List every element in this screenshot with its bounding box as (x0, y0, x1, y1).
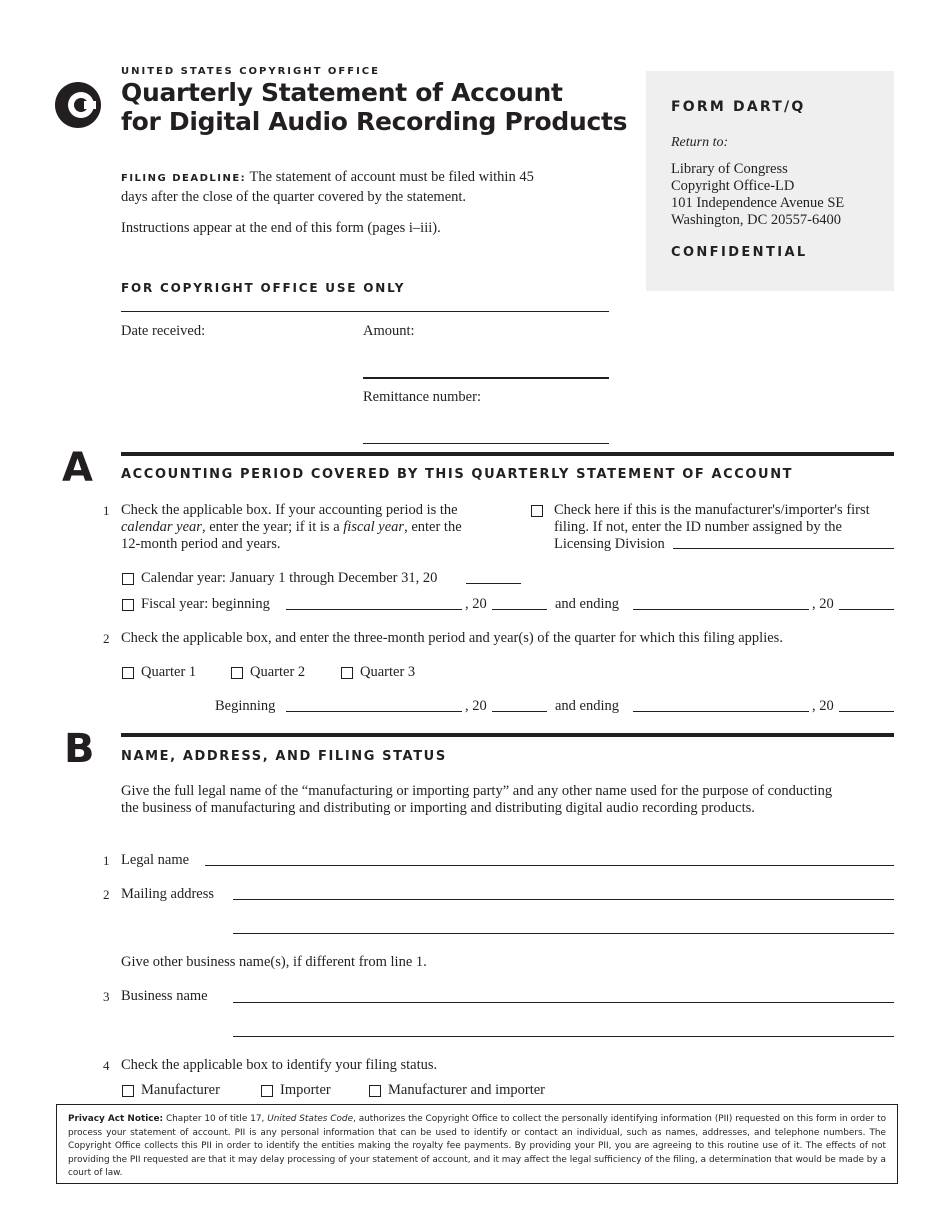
quarter-begin-field[interactable] (286, 711, 462, 712)
section-b-letter: B (64, 726, 95, 772)
licensing-id-field[interactable] (673, 548, 894, 549)
amount-field[interactable] (363, 377, 609, 379)
quarter-end-year-field[interactable] (839, 711, 894, 712)
business-name-field[interactable] (233, 1002, 894, 1003)
section-b-heading: NAME, ADDRESS, AND FILING STATUS (121, 749, 447, 764)
comma-twenty: , 20 (465, 698, 487, 714)
comma-twenty: , 20 (812, 596, 834, 612)
quarter3-checkbox[interactable] (341, 667, 353, 679)
business-name-label: Business name (121, 988, 208, 1004)
amount-label: Amount: (363, 323, 415, 339)
mailing-address-label: Mailing address (121, 886, 215, 902)
privacy-act-notice: Privacy Act Notice: Chapter 10 of title 17, United States Code, authorizes the Copyright Office to collect the personally identifying information (PII) requested on this form in order to process your statement of account. PII is any personal information that can be used to identify or contact an individual, such as names, addresses, and telephone numbers. The Copyright Office collects this PII in order to identify the entities making the royalty fee payments. By providing your PII, you are agreeing to this routine use of it. The effects of not providing the PII requested are that it may delay processing of your statement of account, and it may affect the legal sufficiency of the filing, a determination that would be made by a court of law. (56, 1104, 898, 1184)
manufacturer-and-importer-checkbox[interactable] (369, 1085, 381, 1097)
item-number: 1 (103, 503, 110, 518)
calendar-year-row: Calendar year: January 1 through December 31, 20 (141, 570, 438, 586)
office-name: UNITED STATES COPYRIGHT OFFICE (121, 66, 380, 77)
mailing-address-field-2[interactable] (233, 933, 894, 934)
section-a-letter: A (62, 445, 93, 491)
quarter-begin-year-field[interactable] (492, 711, 547, 712)
item-number: 4 (103, 1058, 110, 1073)
filing-deadline (121, 168, 561, 206)
legal-name-label: Legal name (121, 852, 190, 868)
calendar-year-field[interactable] (466, 583, 521, 584)
section-a-rule (121, 452, 894, 456)
filing-status-instructions: Check the applicable box to identify your filing status. (121, 1057, 438, 1073)
legal-name-field[interactable] (205, 865, 894, 866)
fiscal-begin-year-field[interactable] (492, 609, 547, 610)
item-number: 2 (103, 887, 110, 902)
form-id: FORM DART/Q (671, 99, 806, 115)
return-address: Library of Congress Copyright Office-LD 101 Independence Avenue SE Washington, DC 20557-6400 (671, 161, 845, 228)
mailing-address-field[interactable] (233, 899, 894, 900)
fiscal-end-year-field[interactable] (839, 609, 894, 610)
first-filing-text: Check here if this is the manufacturer's/importer's first filing. If not, enter the ID number assigned by the Licensing Division (554, 502, 870, 552)
fiscal-year-label: Fiscal year: beginning (141, 596, 270, 612)
copyright-office-logo-icon (55, 82, 101, 128)
quarter3-label: Quarter 3 (360, 664, 416, 680)
item2-instructions: Check the applicable box, and enter the three-month period and year(s) of the quarter for which this filing applies. (121, 630, 783, 646)
section-b-intro: Give the full legal name of the “manufacturing or importing party” and any other name used for the purpose of conducting the business of manufacturing and distributing or importing and distributing digital audio recording products. (121, 783, 833, 816)
office-use-heading: FOR COPYRIGHT OFFICE USE ONLY (121, 281, 406, 295)
quarter2-label: Quarter 2 (250, 664, 306, 680)
quarter-beginning-label: Beginning (215, 698, 276, 714)
and-ending-label: and ending (555, 698, 620, 714)
remittance-number-field[interactable] (363, 443, 609, 444)
comma-twenty: , 20 (465, 596, 487, 612)
quarter1-label: Quarter 1 (141, 664, 197, 680)
return-to-label: Return to: (671, 135, 729, 150)
item-number: 1 (103, 853, 110, 868)
quarter2-checkbox[interactable] (231, 667, 243, 679)
and-ending-label: and ending (555, 596, 620, 612)
calendar-year-checkbox[interactable] (122, 573, 134, 585)
item1-instructions: Check the applicable box. If your accounting period is the calendar year, enter the year; if it is a fiscal year, enter the 12-month period and years. (121, 502, 462, 552)
item-number: 2 (103, 631, 110, 646)
quarter1-checkbox[interactable] (122, 667, 134, 679)
business-name-field-2[interactable] (233, 1036, 894, 1037)
filing-deadline-label: FILING DEADLINE: (121, 173, 247, 184)
manufacturer-and-importer-label: Manufacturer and importer (388, 1082, 546, 1098)
confidential-label: CONFIDENTIAL (671, 245, 808, 260)
section-a-heading: ACCOUNTING PERIOD COVERED BY THIS QUARTERLY STATEMENT OF ACCOUNT (121, 467, 794, 482)
divider (121, 311, 609, 312)
item-number: 3 (103, 989, 110, 1004)
instructions-note: Instructions appear at the end of this form (pages i–iii). (121, 220, 441, 236)
date-received-label: Date received: (121, 323, 206, 339)
filing-deadline-text: The statement of account must be filed within 45 days after the close of the quarter covered by the statement. (121, 169, 534, 205)
importer-label: Importer (280, 1082, 331, 1098)
other-names-note: Give other business name(s), if different from line 1. (121, 954, 427, 970)
fiscal-begin-field[interactable] (286, 609, 462, 610)
fiscal-year-checkbox[interactable] (122, 599, 134, 611)
importer-checkbox[interactable] (261, 1085, 273, 1097)
manufacturer-checkbox[interactable] (122, 1085, 134, 1097)
manufacturer-label: Manufacturer (141, 1082, 220, 1098)
first-filing-checkbox[interactable] (531, 505, 543, 517)
comma-twenty: , 20 (812, 698, 834, 714)
section-b-rule (121, 733, 894, 737)
fiscal-end-field[interactable] (633, 609, 809, 610)
remittance-number-label: Remittance number: (363, 389, 481, 405)
quarter-end-field[interactable] (633, 711, 809, 712)
page-title: Quarterly Statement of Account for Digital Audio Recording Products (121, 78, 628, 136)
